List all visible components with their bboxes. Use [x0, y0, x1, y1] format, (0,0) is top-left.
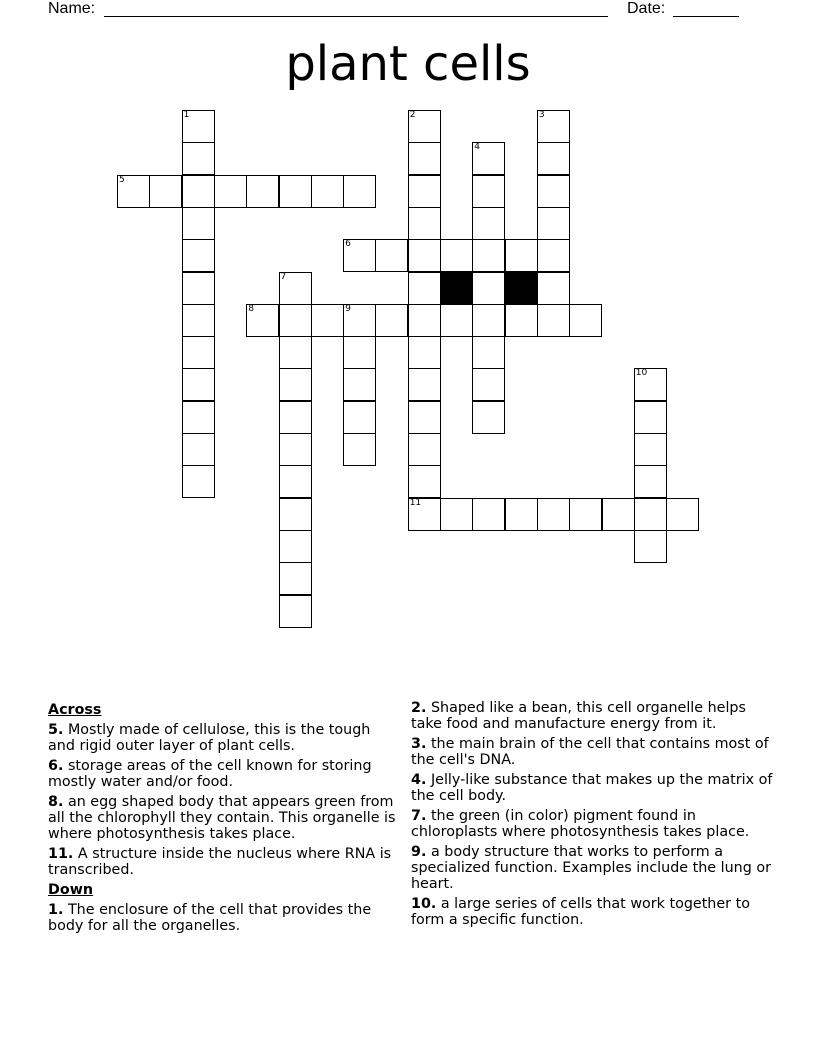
- cell-number: 1: [183, 110, 190, 120]
- grid-cell[interactable]: [666, 498, 699, 531]
- grid-cell[interactable]: [279, 175, 312, 208]
- grid-cell[interactable]: [472, 207, 505, 240]
- grid-cell[interactable]: [408, 465, 441, 498]
- grid-cell[interactable]: [569, 304, 602, 337]
- clue-across-11: 11. A structure inside the nucleus where RNA is transcribed.: [48, 846, 392, 878]
- grid-cell[interactable]: [182, 207, 215, 240]
- grid-cell[interactable]: [182, 239, 215, 272]
- cell-number: 3: [538, 110, 545, 120]
- grid-cell[interactable]: [634, 530, 667, 563]
- grid-cell[interactable]: [440, 304, 473, 337]
- grid-cell[interactable]: [634, 498, 667, 531]
- grid-cell[interactable]: [279, 401, 312, 434]
- grid-cell[interactable]: [408, 401, 441, 434]
- clue-across-5: 5. Mostly made of cellulose, this is the tough and rigid outer layer of plant cells.: [48, 722, 371, 754]
- grid-cell[interactable]: [182, 110, 215, 143]
- grid-cell[interactable]: [472, 142, 505, 175]
- clue-down-2: 2. Shaped like a bean, this cell organelle helps take food and manufacture energy from it.: [411, 700, 746, 732]
- grid-cell[interactable]: [343, 336, 376, 369]
- grid-cell[interactable]: [214, 175, 247, 208]
- grid-cell[interactable]: [117, 175, 150, 208]
- clues-column-right: [411, 700, 773, 932]
- grid-cell[interactable]: [537, 304, 570, 337]
- grid-cell[interactable]: [408, 110, 441, 143]
- grid-cell[interactable]: [279, 530, 312, 563]
- grid-cell[interactable]: [569, 498, 602, 531]
- grid-cell[interactable]: [149, 175, 182, 208]
- grid-cell[interactable]: [182, 142, 215, 175]
- grid-cell[interactable]: [279, 304, 312, 337]
- clue-down-7: 7. the green (in color) pigment found in chloroplasts where photosynthesis takes place.: [411, 808, 750, 840]
- grid-cell[interactable]: [537, 239, 570, 272]
- grid-cell[interactable]: [537, 110, 570, 143]
- grid-cell[interactable]: [408, 239, 441, 272]
- cell-number: 4: [474, 142, 481, 153]
- name-label: Name:: [48, 0, 96, 17]
- down-heading: Down: [48, 882, 94, 898]
- page-title: plant cells: [285, 36, 531, 92]
- cell-number: 7: [280, 271, 287, 282]
- grid-cell[interactable]: [343, 401, 376, 434]
- grid-cell[interactable]: [472, 368, 505, 401]
- grid-cell[interactable]: [472, 304, 505, 337]
- grid-cell[interactable]: [311, 304, 344, 337]
- grid-cell[interactable]: [505, 304, 538, 337]
- grid-cell[interactable]: [279, 595, 312, 628]
- cell-number: 6: [345, 239, 351, 250]
- grid-cell[interactable]: [440, 498, 473, 531]
- cell-number: 10: [635, 368, 648, 379]
- grid-cell[interactable]: [279, 465, 312, 498]
- grid-cell[interactable]: [408, 368, 441, 401]
- grid-cell[interactable]: [375, 304, 408, 337]
- grid-cell[interactable]: [182, 272, 215, 305]
- grid-cell[interactable]: [182, 433, 215, 466]
- grid-cell[interactable]: [537, 207, 570, 240]
- grid-cell[interactable]: [408, 336, 441, 369]
- grid-cell[interactable]: [182, 304, 215, 337]
- grid-cell[interactable]: [246, 175, 279, 208]
- cell-number: 5: [119, 174, 125, 185]
- clue-down-3: 3. the main brain of the cell that contains most of the cell's DNA.: [411, 736, 769, 768]
- grid-cell[interactable]: [246, 304, 279, 337]
- grid-cell[interactable]: [634, 433, 667, 466]
- cell-number: 9: [345, 303, 351, 314]
- grid-cell[interactable]: [311, 175, 344, 208]
- grid-cell[interactable]: [472, 401, 505, 434]
- grid-cell[interactable]: [279, 433, 312, 466]
- grid-cell[interactable]: [537, 272, 570, 305]
- grid-cell[interactable]: [472, 239, 505, 272]
- grid-cell[interactable]: [537, 142, 570, 175]
- clues-column-left: [48, 700, 398, 938]
- grid-cell[interactable]: [279, 272, 312, 305]
- grid-cell[interactable]: [343, 433, 376, 466]
- clue-down-4: 4. Jelly-like substance that makes up the matrix of the cell body.: [411, 772, 773, 804]
- grid-cell[interactable]: [408, 142, 441, 175]
- grid-cell[interactable]: [182, 336, 215, 369]
- cell-number: 11: [409, 497, 422, 508]
- grid-cell[interactable]: [505, 239, 538, 272]
- grid-cell[interactable]: [634, 401, 667, 434]
- grid-cell[interactable]: [472, 272, 505, 305]
- grid-cell[interactable]: [343, 304, 376, 337]
- grid-cell[interactable]: [182, 465, 215, 498]
- grid-cell[interactable]: [472, 498, 505, 531]
- grid-cell[interactable]: [279, 336, 312, 369]
- grid-cell[interactable]: [408, 498, 441, 531]
- grid-cell[interactable]: [343, 239, 376, 272]
- grid-cell[interactable]: [343, 175, 376, 208]
- date-label: Date:: [627, 0, 666, 17]
- grid-cell[interactable]: [602, 498, 635, 531]
- grid-cell[interactable]: [440, 239, 473, 272]
- across-heading: Across: [48, 702, 102, 718]
- clue-across-6: 6. storage areas of the cell known for storing mostly water and/or food.: [48, 758, 372, 790]
- clue-down-1: 1. The enclosure of the cell that provides the body for all the organelles.: [48, 902, 372, 934]
- clue-across-8: 8. an egg shaped body that appears green from all the chlorophyll they contain. This organelle is where photosynthesis takes place.: [48, 794, 396, 842]
- grid-cell[interactable]: [279, 498, 312, 531]
- grid-cell[interactable]: [375, 239, 408, 272]
- grid-cell[interactable]: [182, 368, 215, 401]
- grid-cell[interactable]: [182, 175, 215, 208]
- grid-cell[interactable]: [472, 336, 505, 369]
- grid-block: [440, 272, 473, 305]
- grid-cell[interactable]: [408, 433, 441, 466]
- cell-number: 2: [409, 110, 416, 120]
- clue-down-9: 9. a body structure that works to perform a specialized function. Examples include the lung or heart.: [411, 844, 771, 892]
- grid-cell[interactable]: [505, 498, 538, 531]
- grid-cell[interactable]: [537, 175, 570, 208]
- grid-cell[interactable]: [182, 401, 215, 434]
- grid-cell[interactable]: [408, 175, 441, 208]
- grid-block: [505, 272, 538, 305]
- cell-number: 8: [248, 303, 254, 314]
- grid-cell[interactable]: [279, 562, 312, 595]
- grid-cell[interactable]: [472, 175, 505, 208]
- grid-cell[interactable]: [408, 304, 441, 337]
- grid-cell[interactable]: [343, 368, 376, 401]
- grid-cell[interactable]: [634, 465, 667, 498]
- grid-cell[interactable]: [537, 498, 570, 531]
- clue-down-10: 10. a large series of cells that work together to form a specific function.: [411, 896, 750, 928]
- grid-cell[interactable]: [408, 272, 441, 305]
- grid-cell[interactable]: [408, 207, 441, 240]
- grid-cell[interactable]: [634, 368, 667, 401]
- grid-cell[interactable]: [279, 368, 312, 401]
